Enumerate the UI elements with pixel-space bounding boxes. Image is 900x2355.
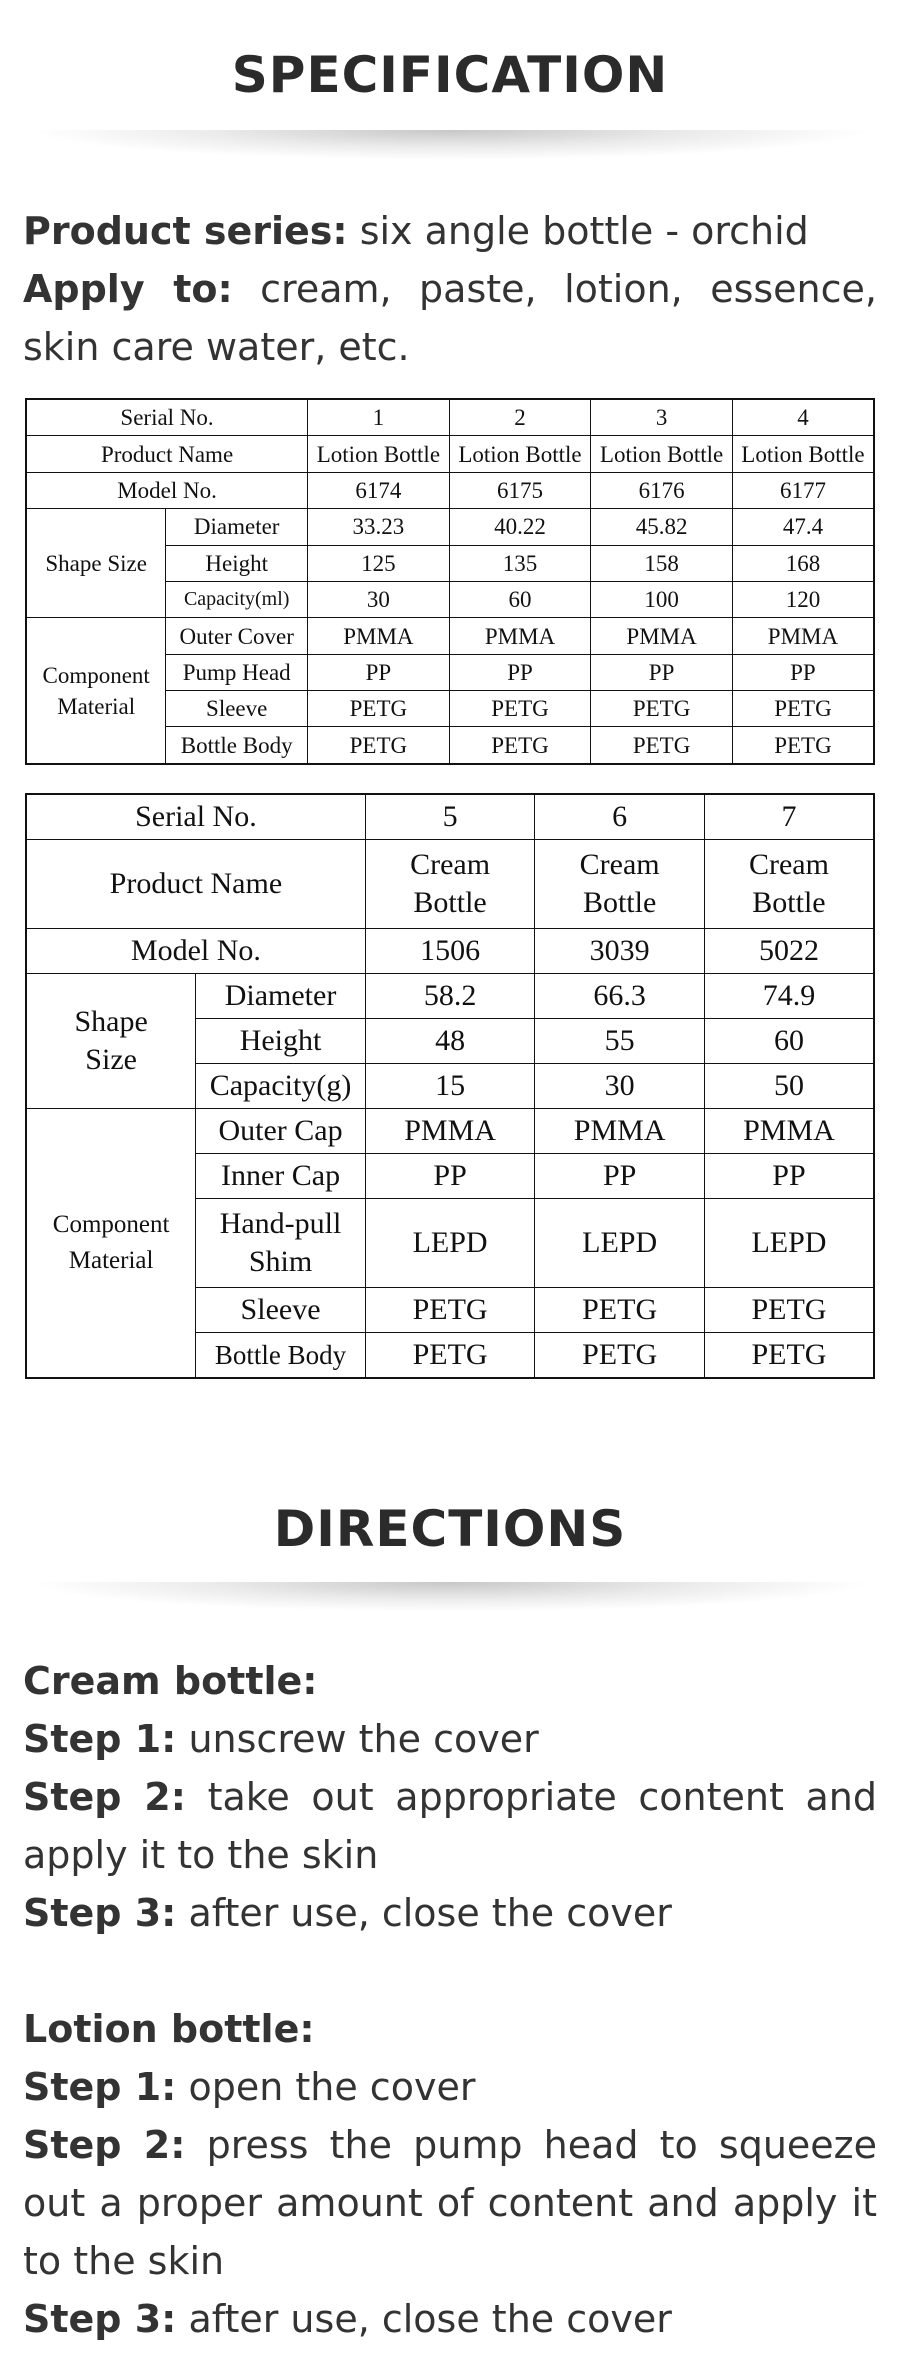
table-row [26, 928, 874, 973]
lotion-step-1 [23, 2058, 877, 2116]
table-row [26, 509, 874, 545]
table-cell: PP [704, 1153, 874, 1198]
table-cell: 33.23 [308, 509, 450, 545]
lotion-step-2 [23, 2116, 877, 2290]
model-no-header: Model No. [26, 472, 308, 508]
apply-to-line [23, 260, 877, 376]
product-info [23, 202, 877, 376]
step-text: take out appropriate content and apply it to the skin [23, 1775, 877, 1877]
cream-step-2 [23, 1768, 877, 1884]
table-cell: 2 [449, 399, 591, 436]
table-cell: Lotion Bottle [308, 436, 450, 472]
table-row [26, 472, 874, 508]
cream-heading-label: Cream bottle: [23, 1659, 318, 1703]
pump-head-header: Pump Head [166, 654, 308, 690]
table-cell: LEPD [704, 1198, 874, 1287]
table-cell: LEPD [365, 1198, 535, 1287]
product-series-value: six angle bottle - orchid [347, 209, 809, 253]
bottle-body-header: Bottle Body [166, 727, 308, 764]
table-cell: 3039 [535, 928, 705, 973]
table-cell: 50 [704, 1063, 874, 1108]
table-cell: 60 [704, 1018, 874, 1063]
apply-to-value: cream, paste, lotion, essence, skin care water, etc. [23, 267, 877, 369]
table-row [26, 973, 874, 1018]
table-cell: PP [732, 654, 874, 690]
table-cell: 168 [732, 545, 874, 581]
shape-size-header: Shape Size [26, 973, 196, 1108]
lotion-step-3 [23, 2290, 877, 2348]
table-cell: 30 [308, 581, 450, 617]
outer-cap-header: Outer Cap [196, 1108, 366, 1153]
table-cell: 74.9 [704, 973, 874, 1018]
table-cell: PETG [591, 727, 733, 764]
table-cell: 6175 [449, 472, 591, 508]
table-cell: 4 [732, 399, 874, 436]
table-row [26, 840, 874, 929]
table-cell: 48 [365, 1018, 535, 1063]
lotion-bottle-heading [23, 2000, 877, 2058]
product-series-label: Product series: [23, 209, 348, 253]
table-cell: 5022 [704, 928, 874, 973]
lotion-heading-label: Lotion bottle: [23, 2007, 315, 2051]
table-cell: Lotion Bottle [732, 436, 874, 472]
table-cell: 6174 [308, 472, 450, 508]
step-text: after use, close the cover [176, 2297, 672, 2341]
cream-step-1 [23, 1710, 877, 1768]
table-cell: PP [591, 654, 733, 690]
serial-no-header: Serial No. [26, 794, 365, 840]
table-cell: 120 [732, 581, 874, 617]
table-cell: 30 [535, 1063, 705, 1108]
bottle-body-header: Bottle Body [196, 1332, 366, 1378]
model-no-header: Model No. [26, 928, 365, 973]
table-cell: PETG [365, 1287, 535, 1332]
table-cell: PETG [365, 1332, 535, 1378]
table-cell: PP [365, 1153, 535, 1198]
table-cell: PP [449, 654, 591, 690]
spacer [23, 1942, 877, 2000]
height-header: Height [166, 545, 308, 581]
step-text: press the pump head to squeeze out a proper amount of content and apply it to the skin [23, 2123, 878, 2283]
table-cell: PETG [535, 1287, 705, 1332]
table-cell: 1 [308, 399, 450, 436]
title-shadow-divider [25, 130, 875, 160]
step-text: after use, close the cover [176, 1891, 672, 1935]
table-cell: PMMA [365, 1108, 535, 1153]
table-cell: 47.4 [732, 509, 874, 545]
component-material-header: Component Material [26, 618, 166, 764]
sleeve-header: Sleeve [166, 691, 308, 727]
table-cell: Lotion Bottle [449, 436, 591, 472]
capacity-header: Capacity(g) [196, 1063, 366, 1108]
serial-no-header: Serial No. [26, 399, 308, 436]
table-cell: 6177 [732, 472, 874, 508]
table-cell: 66.3 [535, 973, 705, 1018]
table-cell: PETG [308, 727, 450, 764]
table-row [26, 399, 874, 436]
table-cell: 45.82 [591, 509, 733, 545]
table-cell: 135 [449, 545, 591, 581]
hand-pull-shim-header: Hand-pull Shim [196, 1198, 366, 1287]
specification-title: SPECIFICATION [231, 46, 669, 104]
table-cell: PMMA [732, 618, 874, 654]
product-series-line [23, 202, 877, 260]
directions-text [23, 1652, 877, 2348]
table-cell: 6176 [591, 472, 733, 508]
table-cell: Cream Bottle [535, 840, 705, 929]
step-label: Step 3: [23, 2297, 177, 2341]
table-row [26, 794, 874, 840]
table-cell: 125 [308, 545, 450, 581]
table-cell: PMMA [704, 1108, 874, 1153]
sleeve-header: Sleeve [196, 1287, 366, 1332]
step-label: Step 3: [23, 1891, 177, 1935]
table-cell: PETG [449, 691, 591, 727]
table-cell: 15 [365, 1063, 535, 1108]
table-cell: 40.22 [449, 509, 591, 545]
cream-step-3 [23, 1884, 877, 1942]
table-cell: 58.2 [365, 973, 535, 1018]
table-cell: PETG [535, 1332, 705, 1378]
table-cell: PETG [732, 691, 874, 727]
table-cell: Cream Bottle [704, 840, 874, 929]
table-cell: PETG [591, 691, 733, 727]
step-label: Step 1: [23, 2065, 177, 2109]
diameter-header: Diameter [166, 509, 308, 545]
shape-size-header: Shape Size [26, 509, 166, 618]
table-cell: PETG [308, 691, 450, 727]
lotion-bottle-spec-table [25, 398, 875, 765]
table-cell: 1506 [365, 928, 535, 973]
table-cell: PP [535, 1153, 705, 1198]
directions-title: DIRECTIONS [273, 1500, 627, 1558]
step-label: Step 1: [23, 1717, 177, 1761]
table-cell: PMMA [535, 1108, 705, 1153]
step-text: unscrew the cover [176, 1717, 539, 1761]
table-cell: PETG [704, 1332, 874, 1378]
table-cell: Cream Bottle [365, 840, 535, 929]
table-cell: 55 [535, 1018, 705, 1063]
product-name-header: Product Name [26, 840, 365, 929]
table-cell: LEPD [535, 1198, 705, 1287]
table-cell: 5 [365, 794, 535, 840]
table-cell: 158 [591, 545, 733, 581]
title-shadow-divider [25, 1582, 875, 1612]
cream-bottle-spec-table [25, 793, 875, 1379]
outer-cover-header: Outer Cover [166, 618, 308, 654]
table-cell: PMMA [449, 618, 591, 654]
table-cell: 6 [535, 794, 705, 840]
table-row [26, 1108, 874, 1153]
table-cell: Lotion Bottle [591, 436, 733, 472]
component-material-header: Component Material [26, 1108, 196, 1378]
table-cell: 100 [591, 581, 733, 617]
inner-cap-header: Inner Cap [196, 1153, 366, 1198]
table-cell: PMMA [308, 618, 450, 654]
table-cell: 3 [591, 399, 733, 436]
capacity-header: Capacity(ml) [166, 581, 308, 617]
table-cell: PETG [449, 727, 591, 764]
diameter-header: Diameter [196, 973, 366, 1018]
step-text: open the cover [176, 2065, 476, 2109]
cream-bottle-heading [23, 1652, 877, 1710]
table-cell: 60 [449, 581, 591, 617]
apply-to-label: Apply to: [23, 267, 233, 311]
table-row [26, 618, 874, 654]
table-cell: PMMA [591, 618, 733, 654]
table-row [26, 436, 874, 472]
table-cell: PETG [732, 727, 874, 764]
step-label: Step 2: [23, 2123, 186, 2167]
height-header: Height [196, 1018, 366, 1063]
step-label: Step 2: [23, 1775, 186, 1819]
table-cell: 7 [704, 794, 874, 840]
product-name-header: Product Name [26, 436, 308, 472]
table-cell: PETG [704, 1287, 874, 1332]
table-cell: PP [308, 654, 450, 690]
